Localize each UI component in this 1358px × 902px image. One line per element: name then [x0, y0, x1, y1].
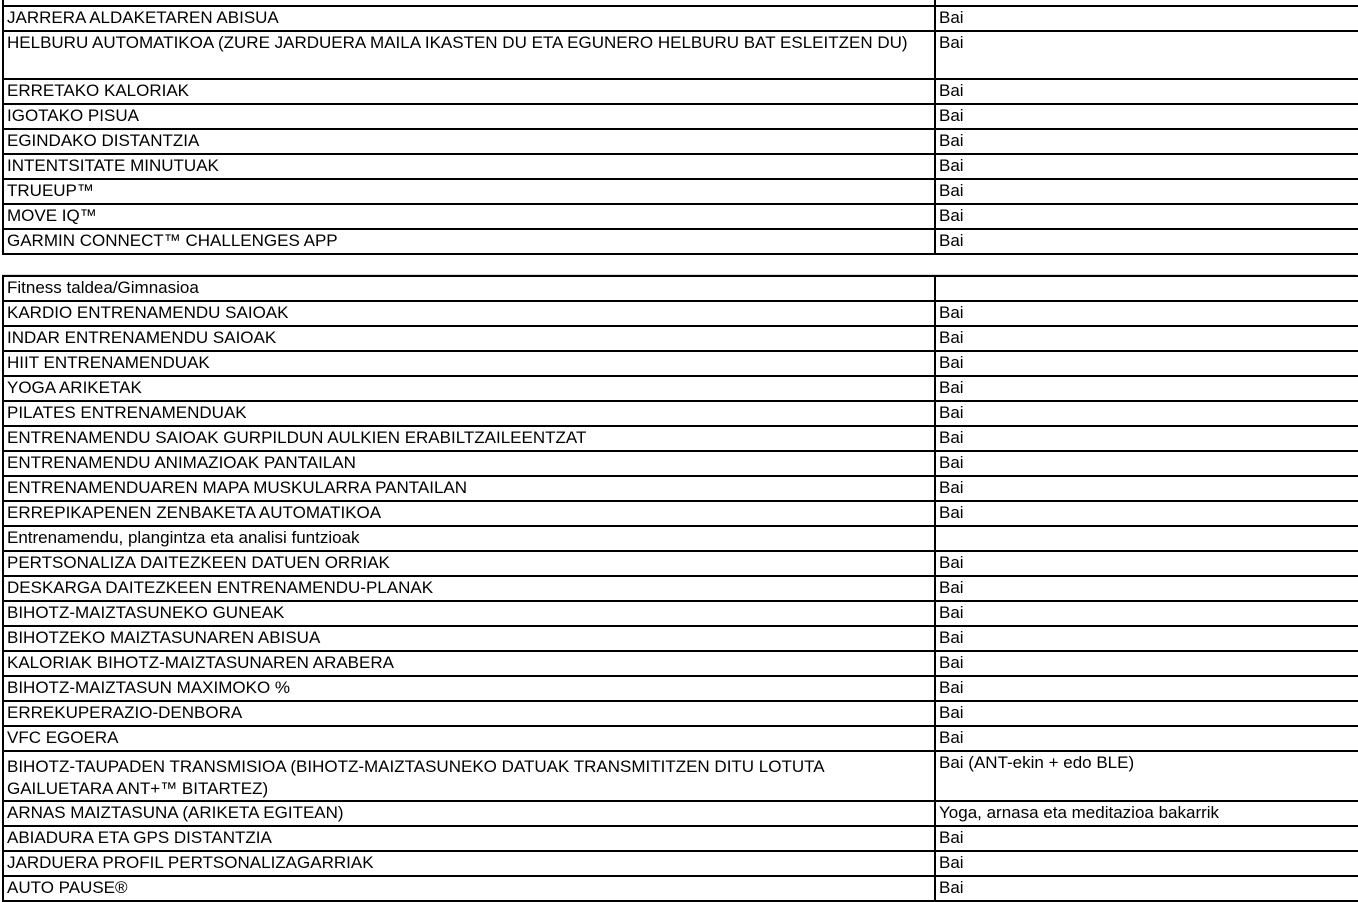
table-row: [3, 551, 1358, 576]
feature-cell: PILATES ENTRENAMENDUAK: [3, 401, 935, 426]
value-cell: Bai: [935, 326, 1358, 351]
feature-cell: MOVE IQ™: [3, 204, 935, 229]
table-row: [3, 351, 1358, 376]
value-cell: Bai: [935, 551, 1358, 576]
value-cell: Bai: [935, 179, 1358, 204]
value-cell: Bai: [935, 426, 1358, 451]
value-cell: Bai: [935, 501, 1358, 526]
table-row: [3, 726, 1358, 751]
value-cell: Bai: [935, 876, 1358, 901]
value-cell: Bai: [935, 851, 1358, 876]
feature-cell: EGINDAKO DISTANTZIA: [3, 129, 935, 154]
feature-cell: ERREPIKAPENEN ZENBAKETA AUTOMATIKOA: [3, 501, 935, 526]
table-row: [3, 626, 1358, 651]
table-row: [3, 326, 1358, 351]
section-header-row: [3, 526, 1358, 551]
table-row: [3, 301, 1358, 326]
feature-cell: ERREKUPERAZIO-DENBORA: [3, 701, 935, 726]
table-row: [3, 451, 1358, 476]
feature-cell: BIHOTZ-TAUPADEN TRANSMISIOA (BIHOTZ-MAIZTASUNEKO DATUAK TRANSMITITZEN DITU LOTUTA GAILUETARA ANT+™ BITARTEZ): [3, 751, 935, 801]
value-cell: Bai: [935, 826, 1358, 851]
table-row: [3, 31, 1358, 79]
value-cell: Bai: [935, 104, 1358, 129]
table-row: [3, 426, 1358, 451]
table-row: [3, 801, 1358, 826]
value-cell: Bai (ANT-ekin + edo BLE): [935, 751, 1358, 801]
table-row: [3, 601, 1358, 626]
table-row: [3, 401, 1358, 426]
feature-cell: TRUEUP™: [3, 179, 935, 204]
feature-cell: JARRERA ALDAKETAREN ABISUA: [3, 6, 935, 31]
value-cell: Bai: [935, 154, 1358, 179]
value-cell: Bai: [935, 351, 1358, 376]
feature-cell: HELBURU AUTOMATIKOA (ZURE JARDUERA MAILA IKASTEN DU ETA EGUNERO HELBURU BAT ESLEITZEN DU): [3, 31, 935, 79]
feature-cell: ENTRENAMENDUAREN MAPA MUSKULARRA PANTAILAN: [3, 476, 935, 501]
value-cell: Bai: [935, 301, 1358, 326]
table-separator: [2, 255, 1356, 275]
feature-cell: YOGA ARIKETAK: [3, 376, 935, 401]
feature-cell: VFC EGOERA: [3, 726, 935, 751]
table-row: [3, 229, 1358, 254]
feature-cell: BIHOTZ-MAIZTASUNEKO GUNEAK: [3, 601, 935, 626]
features-table-2: [2, 275, 1358, 902]
table-row: [3, 104, 1358, 129]
value-cell: Bai: [935, 31, 1358, 79]
feature-cell: ERRETAKO KALORIAK: [3, 79, 935, 104]
value-cell: Bai: [935, 476, 1358, 501]
feature-cell: JARDUERA PROFIL PERTSONALIZAGARRIAK: [3, 851, 935, 876]
document-page: [2, 0, 1356, 902]
features-table-1: [2, 0, 1358, 255]
value-cell: Bai: [935, 576, 1358, 601]
feature-cell: AUTO PAUSE®: [3, 876, 935, 901]
section-header: Entrenamendu, plangintza eta analisi funtzioak: [3, 526, 935, 551]
table-row: [3, 179, 1358, 204]
feature-cell: INDAR ENTRENAMENDU SAIOAK: [3, 326, 935, 351]
table-row: [3, 651, 1358, 676]
table-row: [3, 576, 1358, 601]
value-cell: Bai: [935, 726, 1358, 751]
feature-cell: KALORIAK BIHOTZ-MAIZTASUNAREN ARABERA: [3, 651, 935, 676]
table-row: [3, 701, 1358, 726]
feature-cell: ENTRENAMENDU ANIMAZIOAK PANTAILAN: [3, 451, 935, 476]
table-row: [3, 751, 1358, 801]
value-cell: [935, 276, 1358, 301]
feature-cell: BIHOTZEKO MAIZTASUNAREN ABISUA: [3, 626, 935, 651]
value-cell: Bai: [935, 204, 1358, 229]
section-header: Fitness taldea/Gimnasioa: [3, 276, 935, 301]
value-cell: Bai: [935, 229, 1358, 254]
table-row: [3, 826, 1358, 851]
section-header-row: [3, 276, 1358, 301]
value-cell: Bai: [935, 651, 1358, 676]
table-row: [3, 501, 1358, 526]
feature-cell: ABIADURA ETA GPS DISTANTZIA: [3, 826, 935, 851]
value-cell: [935, 526, 1358, 551]
feature-cell: ENTRENAMENDU SAIOAK GURPILDUN AULKIEN ERABILTZAILEENTZAT: [3, 426, 935, 451]
value-cell: Yoga, arnasa eta meditazioa bakarrik: [935, 801, 1358, 826]
value-cell: Bai: [935, 376, 1358, 401]
value-cell: Bai: [935, 701, 1358, 726]
table-row: [3, 676, 1358, 701]
feature-cell: KARDIO ENTRENAMENDU SAIOAK: [3, 301, 935, 326]
table-row: [3, 6, 1358, 31]
feature-cell: IGOTAKO PISUA: [3, 104, 935, 129]
table-row: [3, 876, 1358, 901]
table-row: [3, 851, 1358, 876]
feature-cell: PERTSONALIZA DAITEZKEEN DATUEN ORRIAK: [3, 551, 935, 576]
feature-cell: HIIT ENTRENAMENDUAK: [3, 351, 935, 376]
value-cell: Bai: [935, 129, 1358, 154]
table-row: [3, 204, 1358, 229]
feature-cell: GARMIN CONNECT™ CHALLENGES APP: [3, 229, 935, 254]
value-cell: Bai: [935, 79, 1358, 104]
value-cell: Bai: [935, 401, 1358, 426]
table-row: [3, 376, 1358, 401]
value-cell: Bai: [935, 601, 1358, 626]
feature-cell: INTENTSITATE MINUTUAK: [3, 154, 935, 179]
value-cell: Bai: [935, 626, 1358, 651]
value-cell: Bai: [935, 6, 1358, 31]
feature-cell: BIHOTZ-MAIZTASUN MAXIMOKO %: [3, 676, 935, 701]
value-cell: Bai: [935, 451, 1358, 476]
table-row: [3, 79, 1358, 104]
feature-cell: DESKARGA DAITEZKEEN ENTRENAMENDU-PLANAK: [3, 576, 935, 601]
value-cell: Bai: [935, 676, 1358, 701]
feature-cell: ARNAS MAIZTASUNA (ARIKETA EGITEAN): [3, 801, 935, 826]
table-row: [3, 129, 1358, 154]
table-row: [3, 476, 1358, 501]
table-row: [3, 154, 1358, 179]
